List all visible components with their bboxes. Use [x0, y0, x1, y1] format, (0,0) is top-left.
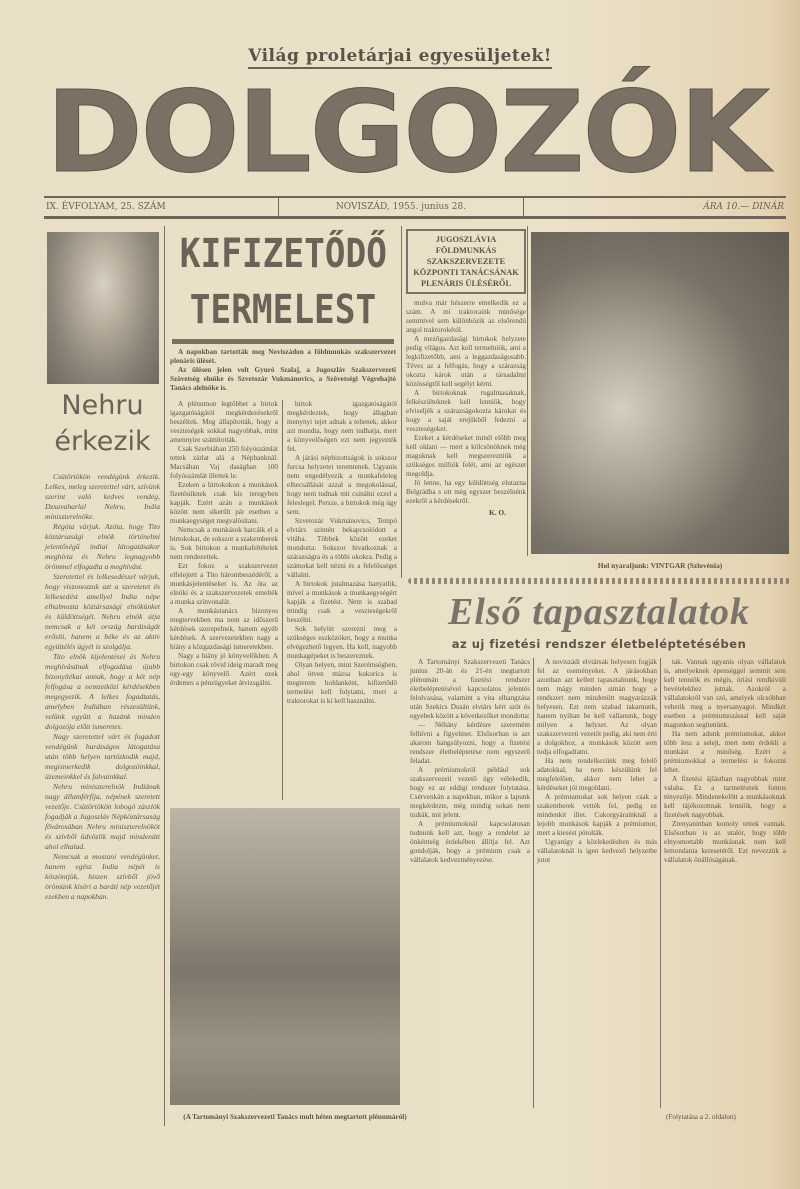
article-paragraph: Régóta várjuk. Azóta, hogy Tito köztársasági elnök történelmi jelentőségű indiai látogatásakor meghívta és Nehru legnagyobb örömmel elfogadta a meghívást. — [45, 522, 160, 571]
article-paragraph: Ezeket a kérdéseket minél előbb meg kell oldani — mert a kölcsönöknek még maguknak kell megszerezniük a szükséges milliók felét, ami az egészet megoldja. — [406, 434, 526, 478]
column-divider — [164, 226, 165, 1126]
article-paragraph: Zrenyaninban komoly tettek vannak. Elsősorban is az utalót, hogy több elnyomottabb munkásnak nem kell lemondania keresetéről. Ezt nevezzük a vállalatok önállóságának. — [664, 820, 786, 864]
elso-column-3 — [664, 658, 786, 865]
masthead-title: DOLGOZÓK — [46, 68, 768, 198]
article-paragraph: A prémiumokról például sok szakszervezeti vezető úgy vélekedik, hogy ez az eddigi rendszer folytatása. Csérvenkán a napokban, mikor a lapunk megkérdezte, még mindig sokan nem tudták, mit jelent. — [410, 766, 530, 819]
column-divider — [533, 658, 534, 1108]
article-paragraph: Szeretettel és lelkesedéssel várjuk, hogy viszonozzuk azt a szeretetet és lelkesedést amellyel India népe elhalmozta köztársasági elnökünket és küldöttségét. Nehru elnök útja nemcsak a két ország barátságát erősíti, hanem a béke és az aktív együttélés ügyét is szolgálja. — [45, 572, 160, 651]
article-paragraph: Csak Szerbiában 250 folyószámlát tettek zárlat alá a Népbanknál. Macsában Vaj dasághan 100 folyószámlát illettek le. — [170, 445, 278, 480]
kifizetodo-column-1 — [170, 400, 278, 688]
article-paragraph: A birtokok jutalmazása hanyatlik, mivel a munkások a munkaegységért kapják a fizetést. Nem is szabad mindig csak a veszteségekről beszélni. — [287, 580, 397, 624]
column-divider — [527, 226, 528, 556]
article-paragraph: A birtokoknak rugalmasaknak, felkészülteknek kell lenniök, hogy elviseljék a szárazságokozta károkat és hogy a saját erejükből fedezni a veszteségeket. — [406, 389, 526, 433]
kifizetodo-title-line1: KIFIZETŐDŐ — [179, 231, 387, 277]
article-paragraph: A fizetési ájlástban nagyobbak mint valaha. Ez a tarmelésnek fontos tényezője. Mindenekelőtt a munkásoknak kell tájékozottnak lenniök, hogy a fizetések nagyobbak. — [664, 775, 786, 819]
issue-number: IX. ÉVFOLYAM, 25. SZÁM — [46, 202, 166, 212]
decorative-wave-border — [408, 578, 790, 584]
kifizetodo-headline — [180, 226, 386, 338]
jugoszlavia-article-body — [406, 299, 526, 506]
article-paragraph: Nemcsak a munkások harcáik el a birtokokat, de sokszor a szakemberek is. Sok birtokon a munkafeltételek nem rendezettek. — [170, 526, 278, 561]
article-paragraph: A prémiumoknál kapcsolatosan tudnunk kell azt, hogy a rendelet az önkéntség érdekében állítja fel. Azt gondolják, hogy a prémium csak a vállalatok kedvezményezése. — [410, 820, 530, 864]
article-paragraph: Csütörtökön vendégünk érkezik. Lelkes, meleg szeretettel várt, szívünk szerint való kedves vendég, Dzsavaharlal Nehru, India miniszterelnöke. — [45, 472, 160, 521]
article-paragraph: A plénumon legtöbbet a birtok igazgatóságától megkérdezésekről beszéltek. Meg állapították, hogy a veszteségek sokkal nagyobbak, mint amennyire számították. — [170, 400, 278, 444]
kifizetodo-title-line2: TERMELEST — [189, 287, 377, 333]
article-paragraph: A Tartományi Szakszervezeti Tanács junius 20-án és 21-én megtartott plénumán a fizetési rendszer életbeléptetésével kapcsolatos jelentés felolvasása, valamint a vita elhangzása után Szekics Dusán elvtárs kért szót és egyebek között a következőket mondotta: — [410, 658, 530, 720]
jugoszlavia-article — [406, 229, 526, 518]
article-paragraph: A prémiumokat sok helyen csak a szakemberek vették fel, pedig ez mindenkit illet. Cukorgyárainknál a lejobb munkások kapják a prémiumot, mert a kiesést pótolták. — [537, 793, 657, 837]
article-paragraph: Ha nem rendelkezünk meg felelő adatokkal, ha nem készülünk fel megfelelően, akkor nem lehet a kérdéseket jól megoldani. — [537, 757, 657, 792]
nehru-article-body — [45, 472, 160, 902]
elso-column-2 — [537, 658, 657, 865]
article-paragraph: Ezt fokoz a szakszervezet elfelejtett a Tito hárombeszédéről, a munkásjelentéseket is. Az óta az elnöki és a szakszervezetek emelték a munka színvonalát. — [170, 562, 278, 606]
article-signature: K. O. — [488, 508, 506, 517]
continued-note: (Folytatása a 2. oldalon) — [666, 1113, 736, 1121]
elso-tapasztalatok-headline: Első tapasztalatok — [448, 591, 750, 633]
article-paragraph: A napokban tartották meg Noviszádon a földmunkás szakszervezet plenáris ülését. — [170, 348, 396, 365]
column-divider — [660, 658, 661, 1108]
vintgar-photo-caption: Hol nyaraljunk: VINTGAR (Szlovénia) — [597, 561, 723, 570]
article-paragraph: Nemcsak a mostani vendégünket, hanem egész India népét is köszöntjük, hiszen szívből jövő örömünk kíséri a baráti nép vezetőjét ezekben a napokban. — [45, 852, 160, 901]
article-paragraph: Szvetozár Vukmánovics, Tempó elvtárs szintén bekapcsolódott a vitába. Többek között ezeket mondotta: Sokszor hivatkoznak a szárazságra és a többi okokra. Pedig a számokat kell nézni és a felelősséget vállalni. — [287, 517, 397, 579]
plenum-photo — [170, 808, 400, 1105]
article-paragraph: — Néhány kérdésre szeretném felhívni a figyelmet. Elsősorban is azt akarom hangsúlyozni, hogy a fizetési rendszer életbeléptetése nem egyszerű feladat. — [410, 721, 530, 765]
place-date: NOVISZÁD, 1955. junius 28. — [278, 198, 523, 216]
column-divider — [282, 400, 283, 800]
article-paragraph: A noviszádi elvtársak helyesen fogják fel az eseményeket. A járásokban azonban azt kellett tapasztalnunk, hogy nem mágy minden simán hogy a rendszert nem mindenütt magyarázzák helyesen. Ezt nem szabad takarnunk, hanem nyíltan be kell vallanunk, hogy milyen a helyzet. Az olyan szakszervezeti vezetőt pedig, aki nem érti a dolgokhoz, a munkások között sem tudja elfogadtatni. — [537, 658, 657, 756]
article-paragraph: Jó lenne, ha egy küldöttség elutazna Belgrádba s ott még egyszer beszélnénk ezekről a kérdésekről. — [406, 479, 526, 505]
kifizetodo-column-2 — [287, 400, 397, 706]
article-paragraph: Az ülésen jelen volt Gyuró Szalaj, a Jugoszláv Szakszervezeti Szövetség elnöke és Szvetozár Vukmánovics, a Szövetségi Végrehajtó Tanács alelnöke is. — [170, 366, 396, 392]
nehru-title-line2: érkezik — [54, 426, 151, 457]
vintgar-photo — [531, 232, 789, 554]
headline-rule — [172, 339, 394, 344]
jugoszlavia-headline-box: JUGOSZLÁVIA FÖLDMUNKÁS SZAKSZERVEZETE KÖZPONTI TANÁCSÁNAK PLENÁRIS ÜLÉSÉRŐL — [406, 229, 526, 294]
elso-column-1 — [410, 658, 530, 865]
article-paragraph: A mezőgazdasági birtokok helyzete pedig világos. Azt kell termelniök, ami a legkifizetőbb, ami a leggazdaságosabb. Téves az a felfogás, hogy a szárazság okozta károk után a társadalmi közösségtől kell segélyt kérni. — [406, 335, 526, 388]
nehru-headline — [45, 388, 160, 460]
article-paragraph: Nehru miniszterelnök Indiának nagy államférfija, népének szeretett vezetője. Csütörtökön lobogó zászlók fogadják a Jugoszláv Népköztársaság fővárosában Nehru miniszterelnököt és szívből üdvözlik majd mindenütt ahol elhalad. — [45, 782, 160, 851]
elso-tapasztalatok-subtitle: az uj fizetési rendszer életbeléptetésében — [451, 637, 747, 651]
masthead — [46, 68, 786, 198]
slogan — [0, 46, 800, 66]
issue-info-bar — [44, 196, 786, 219]
slogan-text: Világ proletárjai egyesüljetek! — [248, 46, 552, 69]
price: ÁRA 10.— DINÁR — [523, 198, 786, 216]
article-paragraph: A járási népbizottságok is sokszor furcsa helyzetet teremtenek. Ugyanis nem engedélyezik a munkafeleleg elhecsállását azzal a megokolással, hogy nem tudnak mit csinálni ezzel a feleslegel. Persze, a birtokok még úgy sem. — [287, 454, 397, 516]
article-paragraph: Nagy szeretettel várt és fogadott vendégünk barátságos látogatása után több helyen tartózkodik majd, megismerkedik dolgozóinkkal, üzemeinkkel és falvainkkal. — [45, 732, 160, 781]
article-paragraph: tak. Vannak ugyanis olyan vállalatok is, amelyeknek épenséggel semmit sem kell tenniök és mégis, óriási rendkívüli bevételekhez jutnak. Azokról a vállalatokról van szó, amelyek olcsóbban vehetik meg a nyersanyagot. Mindkét esetben a prémiumozással kell saját magunkon segítenünk. — [664, 658, 786, 729]
article-paragraph: mulva már hészerre emelkedik ez a szám. A mi traktoraink minősége semmivel sem különbözik az elsőrendű angol traktorokétól. — [406, 299, 526, 334]
nehru-photo — [47, 232, 159, 384]
article-paragraph: Ha nem adunk prémiumokat, akkor több lesz a selejt, mert nem érdekli a munkást a minőség. Ezért a prémiumokkal a termelést is fokozni lehet. — [664, 730, 786, 774]
article-paragraph: Tito elnök kijelentései és Nehru meghívásának elfogadása újabb bizonyítékai annak, hogy a két nép felfogása a nemzetközi kérdésekben megegyezik. A lelkes fogadtatás, amelyben Indiában részesültünk, velünk együtt a hazánk minden dolgozója előtt ismeretes. — [45, 652, 160, 731]
article-paragraph: birtok igazgatóságától megkérdeztek, hogy állagban menynyi tejet adnak a tehenek, akkor azt mondta, hogy nem tudhatja, mert a könyvelőségen ezt nem jegyezték fel. — [287, 400, 397, 453]
article-paragraph: Sok helyütt szerezni meg a szükséges eszközöket, hogy a munka elvégezhető legyen. Ha kell, nagyobb munkagépeket is beszereznek. — [287, 625, 397, 660]
plenum-photo-caption: (A Tartományi Szakszervezeti Tanács mult héten megtartott plénumáról) — [183, 1113, 407, 1121]
article-paragraph: Ezeken a birtokokon a munkások fizetésüknek csak kis teregyben kapják. Ezért azán a munkások között nem sikerült pár esetben a munkaegységet megvalósítani. — [170, 481, 278, 525]
nehru-title-line1: Nehru — [61, 390, 144, 421]
article-paragraph: Olyan helyen, mint Szerémségben, ahol ötven mázsa kukorica is megterem holdanként, kifizetődő termelést kell folytatni, mert a traktorokat is ki kell használni. — [287, 661, 397, 705]
column-divider — [401, 226, 402, 578]
kifizetodo-intro — [170, 348, 396, 393]
article-paragraph: A munkástanács bizonyos megtervekben ma nem az időszerű kérdések szerepelnek, hanem egyéb kérdések. A szervezetekben nagy a hiány a közgazdasági ismeretekben. — [170, 607, 278, 651]
article-paragraph: Nagy a hiány jó könyvelőkben. A birtokon csak rövid ideig maradt meg egy-egy könyvelő. Azért ezek érdemes a pénzügyeket átvizsgálni. — [170, 652, 278, 687]
article-paragraph: Ugyanígy a közlekedésben és más vállalatoknál is igen kedvező helyzetbe jutot — [537, 838, 657, 864]
